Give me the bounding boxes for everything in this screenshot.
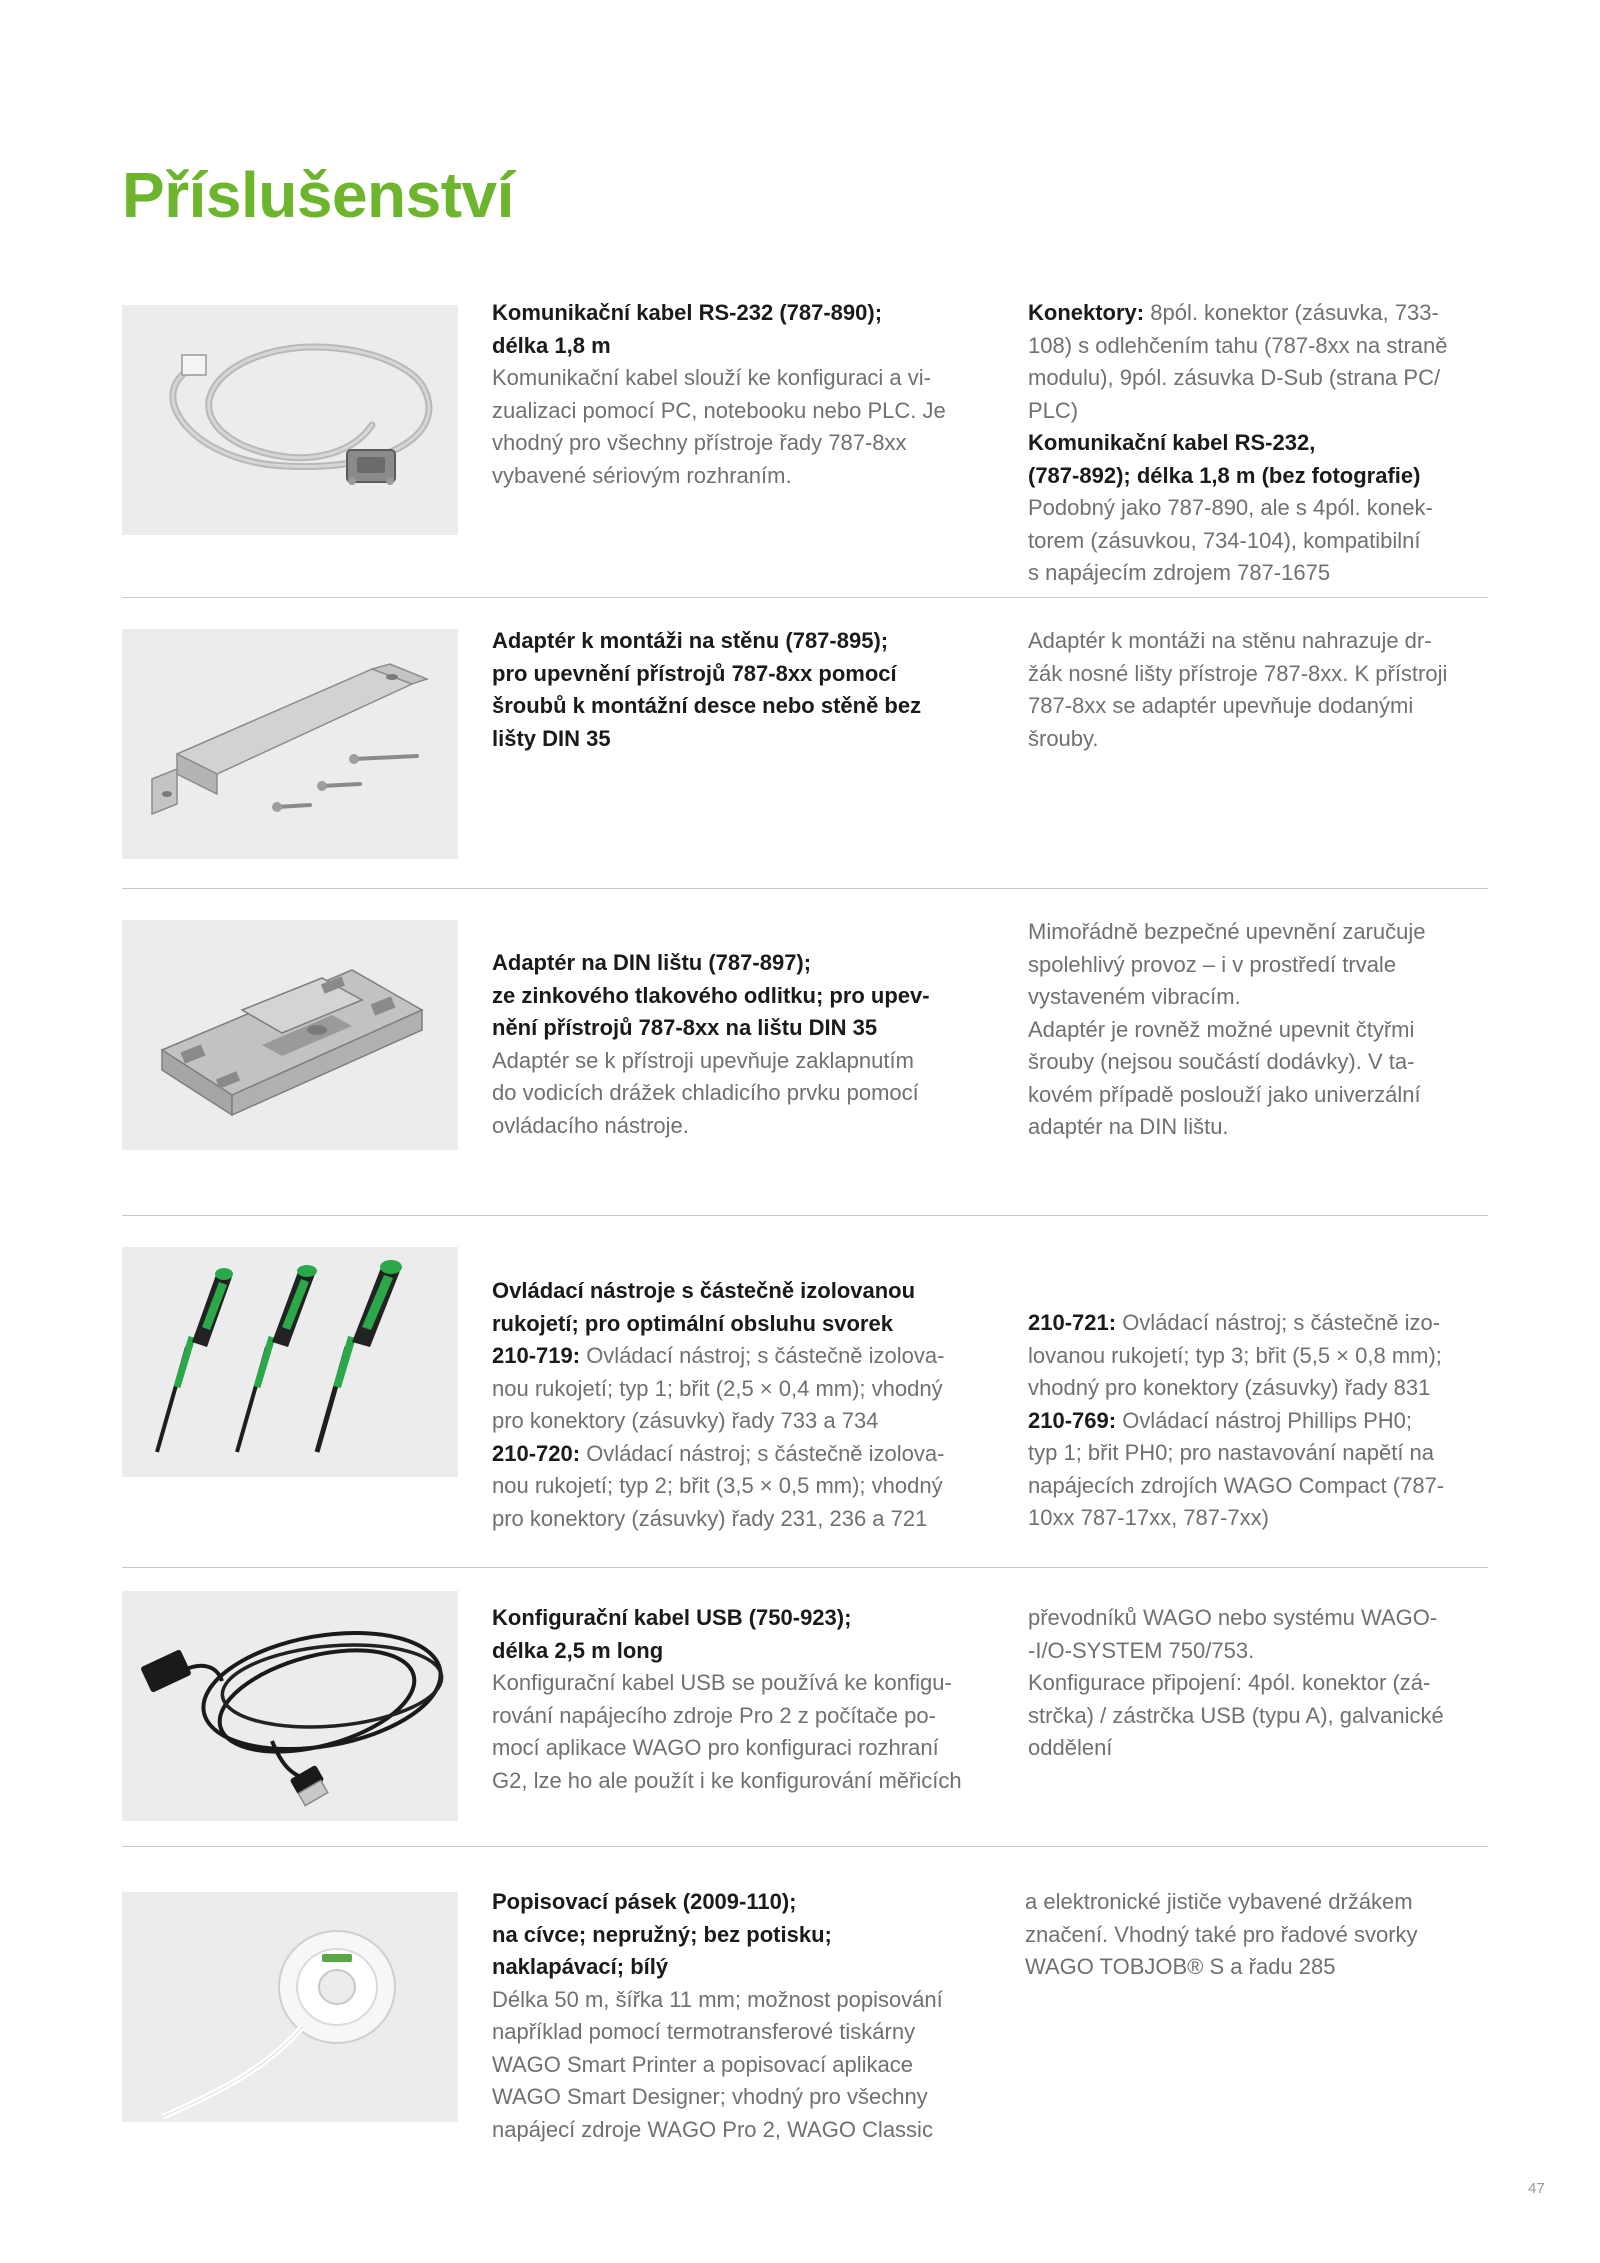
item-5-detail-line: převodníků WAGO nebo systému WAGO- [1028, 1605, 1438, 1630]
item-1-detail-line: s napájecím zdrojem 787-1675 [1028, 560, 1331, 585]
item-3-details [1028, 916, 1528, 1144]
item-1-sub-heading-line: Komunikační kabel RS-232, [1028, 430, 1316, 455]
item-2-detail-line: šrouby. [1028, 725, 1099, 751]
item-3-heading-line: ze zinkového tlakového odlitku; pro upev- [492, 982, 930, 1008]
item-5-detail-line: strčka) / zástrčka USB (typu A), galvanické [1028, 1702, 1444, 1728]
item-1-description [492, 297, 992, 492]
item-6-heading-line: Popisovací pásek (2009-110); [492, 1889, 797, 1914]
item-4-detail-line: vhodný pro konektory (zásuvky) řady 831 [1028, 1375, 1431, 1400]
usb-cable-photo [122, 1591, 458, 1821]
item-4-text-line: nou rukojetí; typ 1; břit (2,5 × 0,4 mm); vhodný [492, 1375, 943, 1401]
divider [122, 1215, 1488, 1216]
item-4-text-line: pro konektory (zásuvky) řady 231, 236 a 721 [492, 1505, 928, 1531]
item-3-text-line: Adaptér se k přístroji upevňuje zaklapnutím [492, 1047, 914, 1073]
item-5-detail-line: oddělení [1028, 1735, 1113, 1760]
divider [122, 597, 1488, 598]
item-1-heading-line: Komunikační kabel RS-232 (787-890); [492, 300, 883, 325]
item-1-detail-line: 108) s odlehčením tahu (787-8xx na straně [1028, 332, 1448, 358]
code-210-719-text: Ovládací nástroj; s částečně izolova- [580, 1343, 945, 1368]
item-1-text-line: vhodný pro všechny přístroje řady 787-8xx [492, 430, 907, 455]
item-3-detail-line: Mimořádně bezpečné upevnění zaručuje [1028, 919, 1426, 944]
item-2-heading-line: šroubů k montážní desce nebo stěně bez [492, 693, 922, 718]
item-1-sub-heading-line: (787-892); délka 1,8 m (bez fotografie) [1028, 462, 1421, 488]
item-4-text-line [492, 1438, 992, 1471]
code-210-720: 210-720: [492, 1440, 581, 1466]
item-2-detail-line: žák nosné lišty přístroje 787-8xx. K přístroji [1028, 660, 1448, 686]
item-5-detail-line: Konfigurace připojení: 4pól. konektor (zá- [1028, 1670, 1431, 1695]
divider [122, 1567, 1488, 1568]
item-5-details [1028, 1602, 1528, 1765]
item-1-detail-line: PLC) [1028, 397, 1079, 423]
item-3-heading-line: Adaptér na DIN lištu (787-897); [492, 950, 812, 975]
item-1-details [1028, 297, 1528, 590]
item-3-detail-line: adaptér na DIN lištu. [1028, 1114, 1229, 1139]
rs232-cable-photo [122, 305, 458, 535]
item-2-heading-line: pro upevnění přístrojů 787-8xx pomocí [492, 660, 897, 686]
item-1-text-line: Komunikační kabel slouží ke konfiguraci a vi- [492, 365, 931, 390]
item-6-text-line: WAGO Smart Designer; vhodný pro všechny [492, 2084, 928, 2109]
item-1-text-line: zualizaci pomocí PC, notebooku nebo PLC. Je [492, 397, 946, 423]
item-5-text-line: mocí aplikace WAGO pro konfiguraci rozhraní [492, 1735, 939, 1760]
item-1-detail-line: torem (zásuvkou, 734-104), kompatibilní [1028, 527, 1421, 553]
item-3-detail-line: spolehlivý provoz – i v prostředí trvale [1028, 951, 1397, 977]
item-6-text-line: Délka 50 m, šířka 11 mm; možnost popisování [492, 1986, 943, 2012]
item-4-description [492, 1275, 992, 1535]
code-210-721: 210-721: [1028, 1310, 1117, 1335]
marking-tape-photo [122, 1892, 458, 2122]
item-2-detail-line: Adaptér k montáži na stěnu nahrazuje dr- [1028, 628, 1432, 653]
item-6-detail-line: WAGO TOBJOB® S a řadu 285 [1025, 1954, 1336, 1979]
item-5-text-line: Konfigurační kabel USB se používá ke konfigu- [492, 1670, 952, 1695]
item-6-heading-line: na cívce; nepružný; bez potisku; [492, 1921, 832, 1947]
item-4-detail-line: napájecích zdrojích WAGO Compact (787- [1028, 1472, 1445, 1498]
item-2-heading-line: Adaptér k montáži na stěnu (787-895); [492, 628, 889, 653]
item-5-text-line: rování napájecího zdroje Pro 2 z počítače po- [492, 1702, 936, 1728]
divider [122, 1846, 1488, 1847]
item-4-heading-line: Ovládací nástroje s částečně izolovanou [492, 1278, 916, 1303]
item-1-heading-line: délka 1,8 m [492, 332, 611, 358]
item-6-text-line: například pomocí termotransferové tiskárny [492, 2019, 916, 2044]
din-rail-adapter-photo [122, 920, 458, 1150]
item-2-detail-line: 787-8xx se adaptér upevňuje dodanými [1028, 693, 1414, 718]
item-3-heading-line: nění přístrojů 787-8xx na lištu DIN 35 [492, 1015, 878, 1040]
item-6-detail-line: a elektronické jističe vybavené držákem [1025, 1889, 1413, 1914]
item-6-heading-line: naklapávací; bílý [492, 1954, 669, 1979]
item-4-detail-line: typ 1; břit PH0; pro nastavování napětí na [1028, 1440, 1435, 1465]
item-5-heading-line: délka 2,5 m long [492, 1637, 664, 1663]
item-3-description [492, 947, 992, 1142]
item-5-description [492, 1602, 992, 1797]
item-3-detail-line: kovém případě poslouží jako univerzální [1028, 1081, 1421, 1107]
item-3-text-line: do vodicích drážek chladicího prvku pomocí [492, 1080, 919, 1105]
item-3-detail-line: šrouby (nejsou součástí dodávky). V ta- [1028, 1049, 1415, 1074]
item-1-connectors-line [1028, 297, 1528, 330]
item-1-detail-line: Podobný jako 787-890, ale s 4pól. konek- [1028, 495, 1433, 520]
item-3-detail-line: Adaptér je rovněž možné upevnit čtyřmi [1028, 1016, 1415, 1042]
connectors-text: 8pól. konektor (zásuvka, 733- [1144, 300, 1439, 325]
item-6-description [492, 1886, 992, 2146]
item-4-text-line [492, 1340, 992, 1373]
item-5-text-line: G2, lze ho ale použít i ke konfigurování měřicích [492, 1767, 962, 1793]
code-210-769: 210-769: [1028, 1407, 1117, 1433]
item-6-text-line: WAGO Smart Printer a popisovací aplikace [492, 2051, 914, 2077]
item-4-details [1028, 1307, 1528, 1535]
item-4-detail-line [1028, 1307, 1528, 1340]
connectors-label: Konektory: [1028, 300, 1145, 325]
item-4-detail-line: lovanou rukojetí; typ 3; břit (5,5 × 0,8 mm); [1028, 1342, 1442, 1368]
item-4-detail-line: 10xx 787-17xx, 787-7xx) [1028, 1505, 1269, 1530]
item-5-detail-line: -I/O-SYSTEM 750/753. [1028, 1637, 1255, 1663]
item-6-details [1025, 1886, 1525, 1984]
page-number: 47 [1528, 2180, 1545, 2197]
item-1-detail-line: modulu), 9pól. zásuvka D-Sub (strana PC/ [1028, 365, 1441, 390]
page-title: Příslušenství [122, 159, 514, 231]
item-4-text-line: pro konektory (zásuvky) řady 733 a 734 [492, 1408, 879, 1433]
code-210-720-text: Ovládací nástroj; s částečně izolova- [580, 1440, 945, 1466]
item-2-description [492, 625, 992, 755]
item-4-text-line: nou rukojetí; typ 2; břit (3,5 × 0,5 mm); vhodný [492, 1473, 943, 1498]
item-1-text-line: vybavené sériovým rozhraním. [492, 462, 792, 488]
code-210-721-text: Ovládací nástroj; s částečně izo- [1116, 1310, 1441, 1335]
item-5-heading-line: Konfigurační kabel USB (750-923); [492, 1605, 852, 1630]
item-4-detail-line [1028, 1405, 1528, 1438]
item-6-text-line: napájecí zdroje WAGO Pro 2, WAGO Classic [492, 2116, 933, 2142]
item-2-details [1028, 625, 1528, 755]
divider [122, 888, 1488, 889]
item-6-detail-line: značení. Vhodný také pro řadové svorky [1025, 1921, 1418, 1947]
wall-mount-adapter-photo [122, 629, 458, 859]
item-4-heading-line: rukojetí; pro optimální obsluhu svorek [492, 1310, 893, 1336]
screwdrivers-photo [122, 1247, 458, 1477]
item-2-heading-line: lišty DIN 35 [492, 725, 611, 751]
code-210-769-text: Ovládací nástroj Phillips PH0; [1116, 1407, 1412, 1433]
item-3-detail-line: vystaveném vibracím. [1028, 984, 1241, 1009]
item-3-text-line: ovládacího nástroje. [492, 1112, 689, 1138]
code-210-719: 210-719: [492, 1343, 581, 1368]
